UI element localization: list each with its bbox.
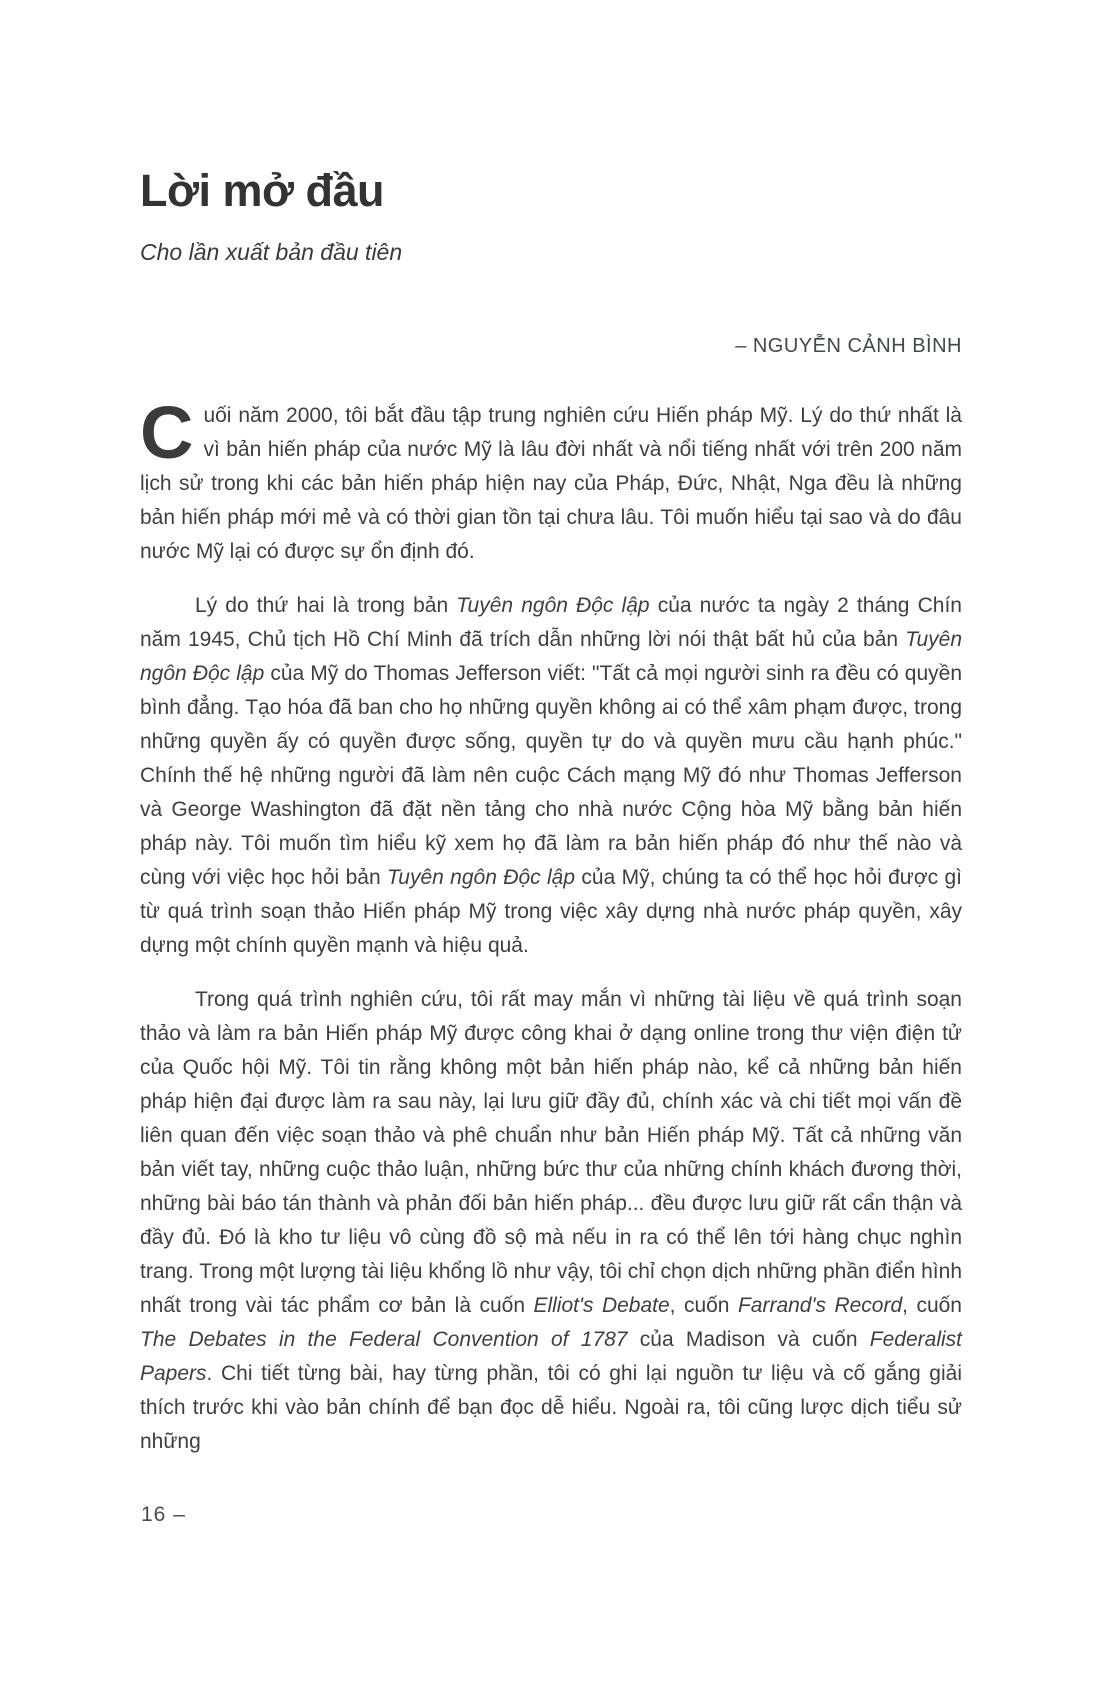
author-line: – NGUYỄN CẢNH BÌNH	[735, 335, 962, 357]
paragraph-1	[140, 391, 962, 569]
page-subtitle: Cho lần xuất bản đầu tiên	[140, 239, 403, 265]
page-title: Lời mở đầu	[140, 165, 384, 216]
paragraph-2: Lý do thứ hai là trong bản Tuyên ngôn Độc lập của nước ta ngày 2 tháng Chín năm 1945, Chủ tịch Hồ Chí Minh đã trích dẫn những lời nói thật bất hủ của bản Tuyên ngôn Độc lập của Mỹ do Thomas Jefferson viết: "Tất cả mọi người sinh ra đều có quyền bình đẳng. Tạo hóa đã ban cho họ những quyền không ai có thể xâm phạm được, trong những quyền ấy có quyền được sống, quyền tự do và quyền mưu cầu hạnh phúc." Chính thế hệ những người đã làm nên cuộc Cách mạng Mỹ đó như Thomas Jefferson và George Washington đã đặt nền tảng cho nhà nước Cộng hòa Mỹ bằng bản hiến pháp này. Tôi muốn tìm hiểu kỹ xem họ đã làm ra bản hiến pháp đó như thế nào và cùng với việc học hỏi bản Tuyên ngôn Độc lập của Mỹ, chúng ta có thể học hỏi được gì từ quá trình soạn thảo Hiến pháp Mỹ trong việc xây dựng nhà nước pháp quyền, xây dựng một chính quyền mạnh và hiệu quả.	[140, 594, 963, 957]
paragraph-1-text: uối năm 2000, tôi bắt đầu tập trung nghiên cứu Hiến pháp Mỹ. Lý do thứ nhất là vì bản hiến pháp của nước Mỹ là lâu đời nhất và nổi tiếng nhất với trên 200 năm lịch sử trong khi các bản hiến pháp hiện nay của Pháp, Đức, Nhật, Nga đều là những bản hiến pháp mới mẻ và có thời gian tồn tại chưa lâu. Tôi muốn hiểu tại sao và do đâu nước Mỹ lại có được sự ổn định đó.	[140, 404, 962, 563]
paragraph-3: Trong quá trình nghiên cứu, tôi rất may mắn vì những tài liệu về quá trình soạn thảo và làm ra bản Hiến pháp Mỹ được công khai ở dạng online trong thư viện điện tử của Quốc hội Mỹ. Tôi tin rằng không một bản hiến pháp nào, kể cả những bản hiến pháp hiện đại được làm ra sau này, lại lưu giữ đầy đủ, chính xác và chi tiết mọi vấn đề liên quan đến việc soạn thảo và phê chuẩn như bản Hiến pháp Mỹ. Tất cả những văn bản viết tay, những cuộc thảo luận, những bức thư của những chính khách đương thời, những bài báo tán thành và phản đối bản hiến pháp... đều được lưu giữ rất cẩn thận và đầy đủ. Đó là kho tư liệu vô cùng đồ sộ mà nếu in ra có thể lên tới hàng chục nghìn trang. Trong một lượng tài liệu khổng lồ như vậy, tôi chỉ chọn dịch những phần điển hình nhất trong vài tác phẩm cơ bản là cuốn Elliot's Debate, cuốn Farrand's Record, cuốn The Debates in the Federal Convention of 1787 của Madison và cuốn Federalist Papers. Chi tiết từng bài, hay từng phần, tôi có ghi lại nguồn tư liệu và cố gắng giải thích trước khi vào bản chính để bạn đọc dễ hiểu. Ngoài ra, tôi cũng lược dịch tiểu sử những	[140, 988, 962, 1453]
drop-cap: C	[140, 391, 194, 474]
page-number: 16 –	[141, 1503, 186, 1526]
body-text	[140, 391, 963, 1459]
page-content	[140, 165, 962, 1479]
